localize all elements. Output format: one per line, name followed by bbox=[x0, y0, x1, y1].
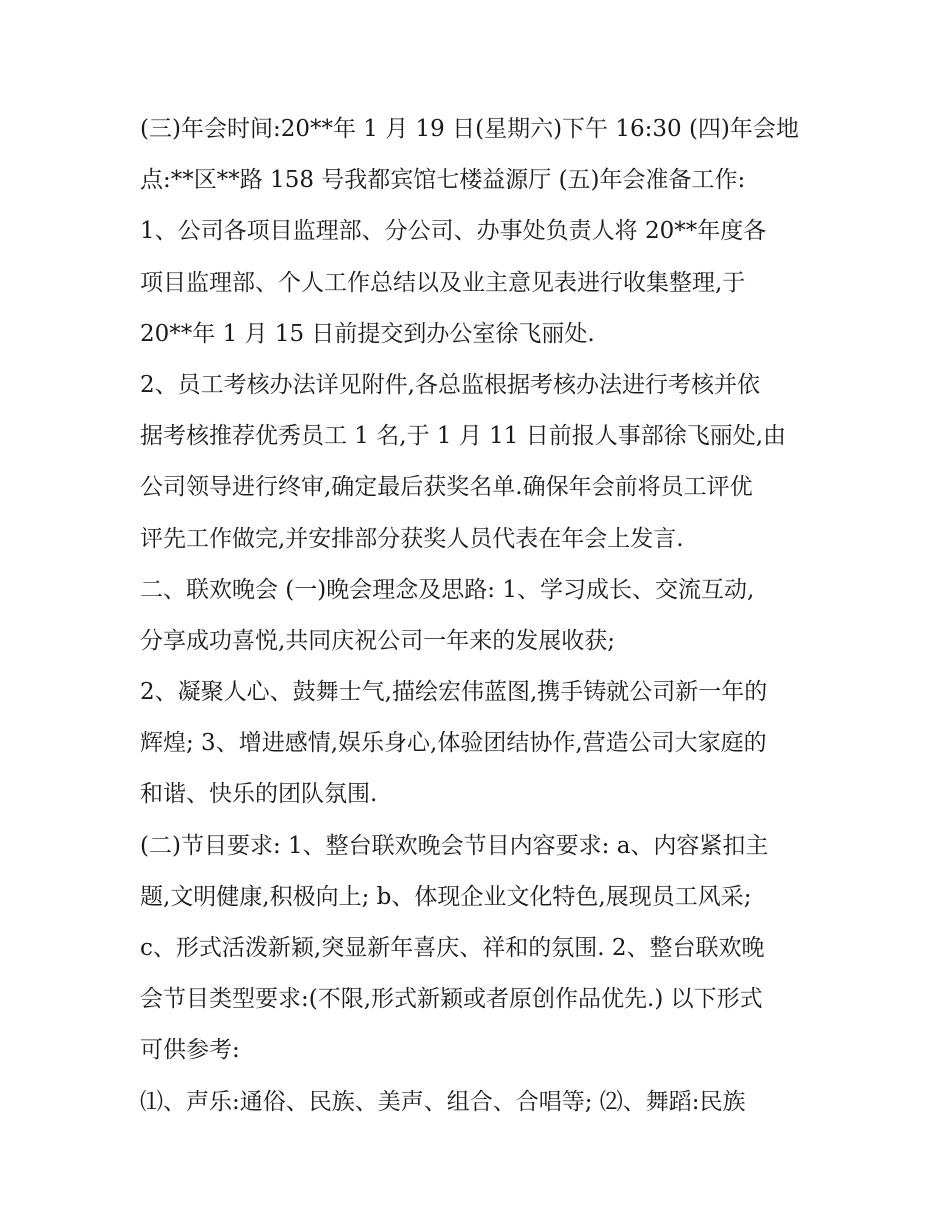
text-line: 分享成功喜悦,共同庆祝公司一年来的发展收获; bbox=[140, 627, 616, 654]
text-line: 评先工作做完,并安排部分获奖人员代表在年会上发言. bbox=[140, 525, 684, 552]
text-line: ⑴、声乐:通俗、民族、美声、组合、合唱等; ⑵、舞蹈:民族 bbox=[140, 1088, 746, 1115]
text-line: (三)年会时间:20**年 1 月 19 日(星期六)下午 16:30 (四)年会地 bbox=[140, 116, 799, 142]
text-line: 项目监理部、个人工作总结以及业主意见表进行收集整理,于 bbox=[140, 269, 746, 296]
document-body bbox=[140, 104, 820, 1128]
text-line: 2、员工考核办法详见附件,各总监根据考核办法进行考核并依 bbox=[140, 371, 760, 398]
text-line: 1、公司各项目监理部、分公司、办事处负责人将 20**年度各 bbox=[140, 218, 767, 245]
text-line: 据考核推荐优秀员工 1 名,于 1 月 11 日前报人事部徐飞丽处,由 bbox=[140, 423, 787, 450]
text-line: (二)节目要求: 1、整台联欢晚会节目内容要求: a、内容紧扣主 bbox=[140, 832, 769, 859]
text-line: 会节目类型要求:(不限,形式新颖或者原创作品优先.) 以下形式 bbox=[140, 986, 763, 1013]
text-line: 20**年 1 月 15 日前提交到办公室徐飞丽处. bbox=[140, 320, 595, 347]
text-line: 辉煌; 3、增进感情,娱乐身心,体验团结协作,营造公司大家庭的 bbox=[140, 730, 767, 757]
text-line: 公司领导进行终审,确定最后获奖名单.确保年会前将员工评优 bbox=[140, 474, 753, 501]
text-line: 二、联欢晚会 (一)晚会理念及思路: 1、学习成长、交流互动, bbox=[140, 576, 755, 603]
text-line: 2、凝聚人心、鼓舞士气,描绘宏伟蓝图,携手铸就公司新一年的 bbox=[140, 679, 768, 706]
text-line: 和谐、快乐的团队氛围. bbox=[140, 781, 378, 808]
text-line: 题,文明健康,积极向上; b、体现企业文化特色,展现员工风采; bbox=[140, 883, 752, 910]
text-line: c、形式活泼新颖,突显新年喜庆、祥和的氛围. 2、整台联欢晚 bbox=[140, 935, 765, 961]
text-line: 可供参考: bbox=[140, 1037, 240, 1064]
text-line: 点:**区**路 158 号我都宾馆七楼益源厅 (五)年会准备工作: bbox=[140, 167, 746, 194]
